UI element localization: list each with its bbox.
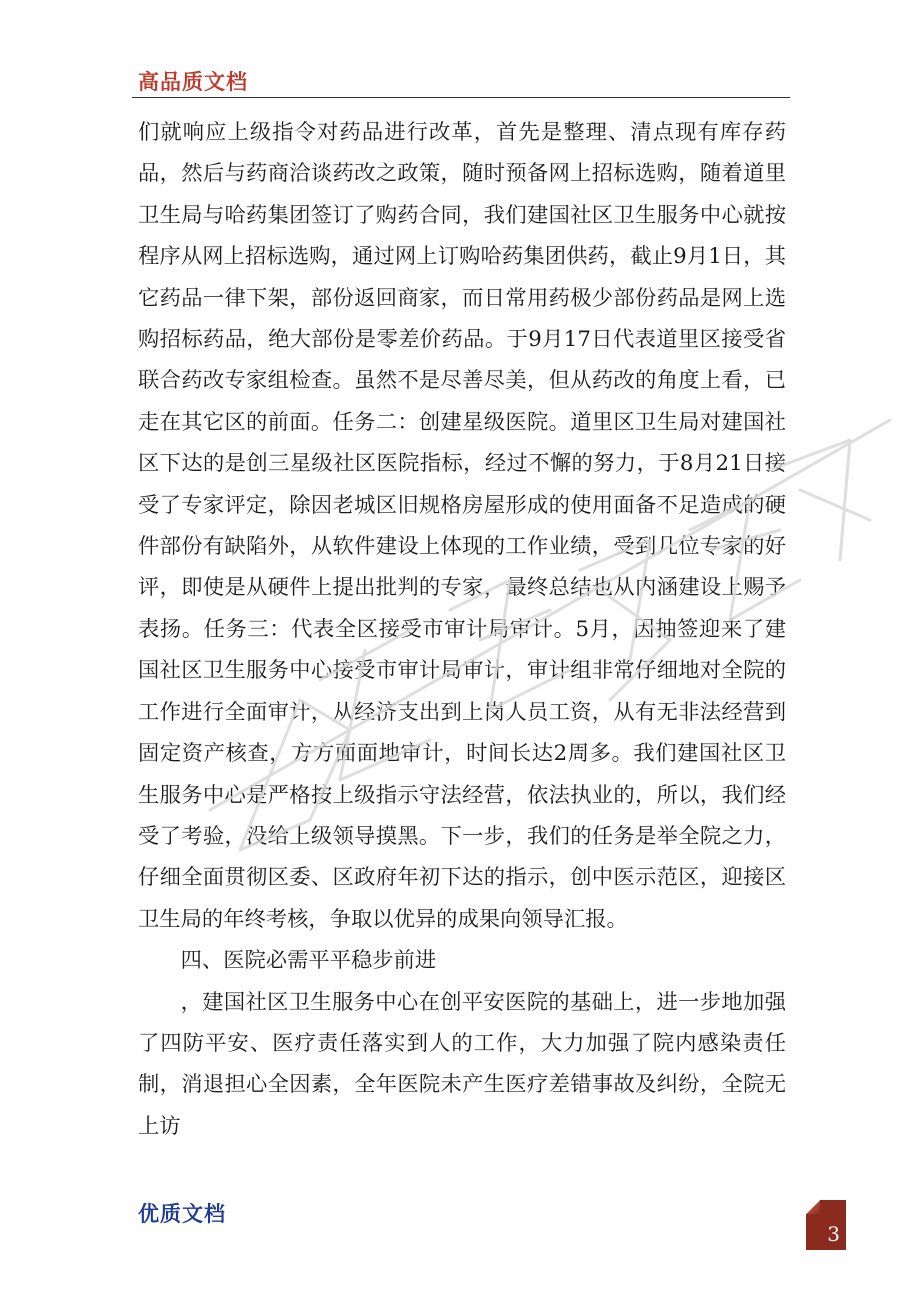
page-number-badge — [806, 1200, 846, 1250]
section-heading-4: 四、医院必需平平稳步前进 — [180, 948, 437, 974]
footer-title: 优质文档 — [138, 1202, 226, 1226]
body-paragraph-1: 们就响应上级指令对药品进行改革，首先是整理、清点现有库存药品，然后与药商洽谈药改之政策，随时预备网上招标选购，随着道里卫生局与哈药集团签订了购药合同，我们建国社区卫生服务中心就按程序从网上招标选购，通过网上订购哈药集团供药，截止9月1日，其它药品一律下架，部份返回商家，而日常用药极少部份药品是网上选购招标药品，绝大部份是零差价药品。于9月17日代表道里区接受省联合药改专家组检查。虽然不是尽善尽美，但从药改的角度上看，已走在其它区的前面。任务二：创建星级医院。道里区卫生局对建国社区下达的是创三星级社区医院指标，经过不懈的努力，于8月21日接受了专家评定，除因老城区旧规格房屋形成的使用面备不足造成的硬件部份有缺陷外，从软件建设上体现的工作业绩，受到几位专家的好评，即使是从硬件上提出批判的专家，最终总结也从内涵建设上赐予表扬。任务三：代表全区接受市审计局审计。5月，因抽签迎来了建国社区卫生服务中心接受市审计局审计，审计组非常仔细地对全院的工作进行全面审计，从经济支出到上岗人员工资，从有无非法经营到固定资产核查，方方面面地审计，时间长达2周多。我们建国社区卫生服务中心是严格按上级指示守法经营，依法执业的，所以，我们经受了考验，没给上级领导摸黑。下一步，我们的任务是举全院之力，仔细全面贯彻区委、区政府年初下达的指示，创中医示范区，迎接区卫生局的年终考核，争取以优异的成果向领导汇报。 — [138, 120, 786, 932]
page-corner-fold — [806, 1200, 820, 1214]
page-number: 3 — [827, 1222, 840, 1246]
header-divider — [132, 97, 790, 98]
header-title: 高品质文档 — [138, 70, 248, 94]
body-paragraph-2: ，建国社区卫生服务中心在创平安医院的基础上，进一步地加强了四防平安、医疗责任落实到人的工作，大力加强了院内感染责任制，消退担心全因素，全年医院未产生医疗差错事故及纠纷，全院无上访 — [138, 989, 786, 1139]
document-body — [138, 112, 786, 1147]
